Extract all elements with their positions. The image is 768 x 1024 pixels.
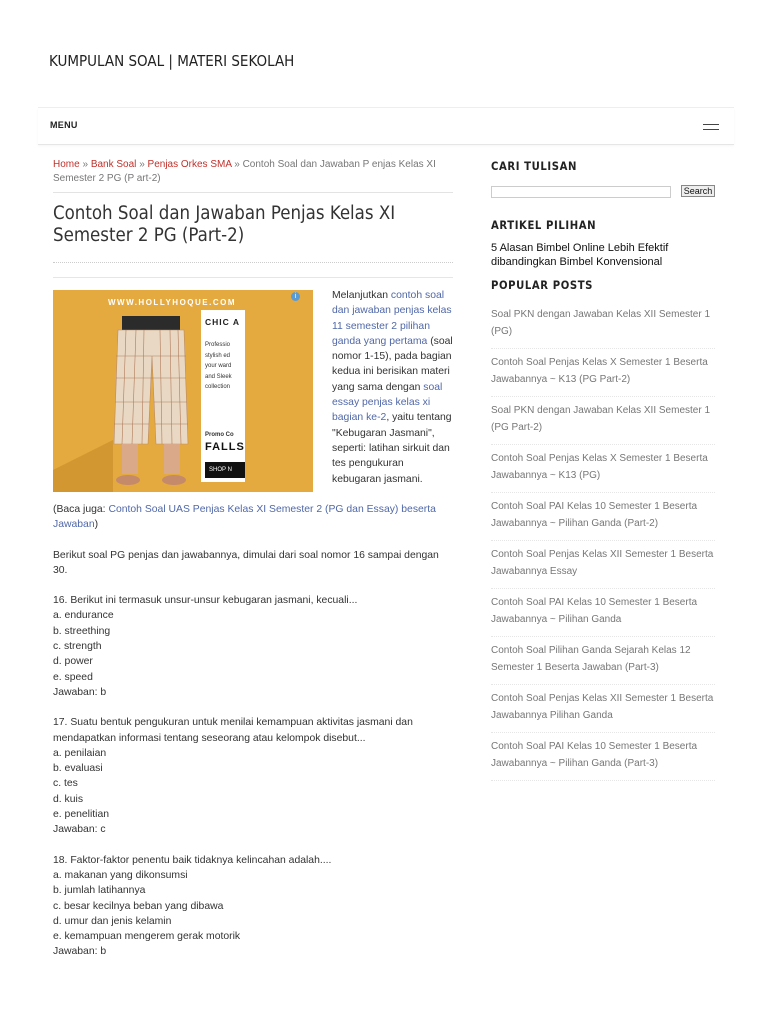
question-answer: Jawaban: b [53,946,107,958]
popular-post-item[interactable]: Soal PKN dengan Jawaban Kelas XII Semester 1 (PG) [491,303,715,349]
breadcrumb-current: Contoh Soal dan Jawaban P enjas Kelas XI Semester 2 PG (P art-2) [53,159,436,184]
intro-link-essay[interactable]: soal essay penjas kelas xi bagian ke-2 [332,381,443,424]
ad-text-panel [201,310,245,482]
content-divider [53,277,453,278]
ad-falls: FALLS [205,441,245,453]
main-content [53,158,453,960]
breadcrumb-separator: » [139,159,145,170]
question-16 [53,593,453,700]
question-option: e. kemampuan mengerem gerak motorik [53,931,241,943]
question-option: d. power [53,656,93,668]
ad-product-image [108,316,194,492]
site-title[interactable]: KUMPULAN SOAL | MATERI SEKOLAH [49,52,295,70]
sidebar [491,160,715,781]
hamburger-menu-icon[interactable] [703,122,719,131]
popular-posts-widget [491,279,715,781]
question-option: e. penelitian [53,809,110,821]
popular-post-item[interactable]: Contoh Soal Penjas Kelas XII Semester 1 Beserta Jawabannya Pilihan Ganda [491,685,715,733]
breadcrumb-bank-soal[interactable]: Bank Soal [90,159,137,170]
question-option: d. kuis [53,793,84,805]
popular-posts-title: POPULAR POSTS [491,279,594,292]
question-option: c. tes [53,778,78,790]
question-answer: Jawaban: b [53,686,107,698]
ad-url: WWW.HOLLYHOQUE.COM [108,298,237,307]
intro-link-part-1[interactable]: contoh soal dan jawaban penjas kelas 11 semester 2 pilihan ganda yang pertama [332,290,452,347]
breadcrumb [53,158,453,193]
question-text: 17. Suatu bentuk pengukuran untuk menilai kemampuan aktivitas jasmani dan mendapatkan informasi tentang seseorang atau kelompok disebut... [53,717,413,744]
question-option: c. strength [53,641,102,653]
baca-juga: (Baca juga: Contoh Soal UAS Penjas Kelas XI Semester 2 (PG dan Essay) beserta Jawaban) [53,504,436,531]
intro-paragraph: Melanjutkan contoh soal dan jawaban penjas kelas 11 semester 2 pilihan ganda yang pertama (soal nomor 1-15), pada bagian kedua ini berisikan materi yang sama dengan soal essay penjas kelas xi bagian ke-2, yaitu tentang "Kebugaran Jasmani", seperti: latihan sirkuit dan tes pengukuran kebugaran jasmani. [332,290,453,485]
question-option: b. jumlah latihannya [53,885,146,897]
question-option: a. penilaian [53,747,107,759]
ad-promo: Promo Co [205,432,234,438]
breadcrumb-separator: » [234,159,240,170]
menu-label[interactable]: MENU [50,120,78,130]
popular-posts-list [491,303,715,781]
intro-section [53,288,453,502]
question-answer: Jawaban: c [53,824,106,836]
question-17 [53,715,453,837]
nav-bar [38,108,734,145]
breadcrumb-separator: » [82,159,89,170]
advertisement-banner[interactable] [53,290,313,492]
question-option: a. makanan yang dikonsumsi [53,869,188,881]
baca-juga-link[interactable]: Contoh Soal UAS Penjas Kelas XI Semester 2 (PG dan Essay) beserta Jawaban [53,504,436,531]
question-option: a. endurance [53,610,114,622]
lead-paragraph: Berikut soal PG penjas dan jawabannya, dimulai dari soal nomor 16 sampai dengan 30. [53,549,439,576]
featured-post-link[interactable]: 5 Alasan Bimbel Online Lebih Efektif dibandingkan Bimbel Konvensional [491,242,669,268]
question-text: 18. Faktor-faktor penentu baik tidaknya kelincahan adalah.... [53,854,332,866]
popular-post-item[interactable]: Contoh Soal Penjas Kelas X Semester 1 Beserta Jawabannya ~ K13 (PG) [491,445,715,493]
popular-post-item[interactable]: Contoh Soal Pilihan Ganda Sejarah Kelas 12 Semester 1 Beserta Jawaban (Part-3) [491,637,715,685]
question-option: c. besar kecilnya beban yang dibawa [53,900,224,912]
popular-post-item[interactable]: Contoh Soal PAI Kelas 10 Semester 1 Beserta Jawabannya ~ Pilihan Ganda (Part-2) [491,493,715,541]
page-title: Contoh Soal dan Jawaban Penjas Kelas XI Semester 2 PG (Part-2) [53,203,396,246]
popular-post-item[interactable]: Contoh Soal PAI Kelas 10 Semester 1 Beserta Jawabannya ~ Pilihan Ganda (Part-3) [491,733,715,781]
popular-post-item[interactable]: Contoh Soal Penjas Kelas XII Semester 1 Beserta Jawabannya Essay [491,541,715,589]
question-option: b. evaluasi [53,763,103,775]
popular-post-item[interactable]: Contoh Soal Penjas Kelas X Semester 1 Beserta Jawabannya ~ K13 (PG Part-2) [491,349,715,397]
question-option: b. streething [53,625,111,637]
question-text: 16. Berikut ini termasuk unsur-unsur kebugaran jasmani, kecuali... [53,595,358,607]
ad-info-icon[interactable]: i [291,292,300,301]
popular-post-item[interactable]: Contoh Soal PAI Kelas 10 Semester 1 Beserta Jawabannya ~ Pilihan Ganda [491,589,715,637]
title-divider [53,262,453,263]
featured-widget [491,219,715,269]
search-form [491,184,715,204]
ad-shop-button[interactable]: SHOP N [205,462,245,478]
breadcrumb-home[interactable]: Home [53,159,80,170]
search-widget-title: CARI TULISAN [491,160,578,173]
breadcrumb-penjas[interactable]: Penjas Orkes SMA [147,159,232,170]
featured-widget-title: ARTIKEL PILIHAN [491,219,597,232]
ad-headline: CHIC A [205,317,240,327]
popular-post-item[interactable]: Soal PKN dengan Jawaban Kelas XII Semester 1 (PG Part-2) [491,397,715,445]
search-button[interactable]: Search [681,185,715,197]
search-input[interactable] [491,186,671,198]
ad-copy: Professio stylish ed your ward and Sleek collection [205,342,232,390]
question-18 [53,853,453,960]
question-option: d. umur dan jenis kelamin [53,915,172,927]
question-option: e. speed [53,671,93,683]
